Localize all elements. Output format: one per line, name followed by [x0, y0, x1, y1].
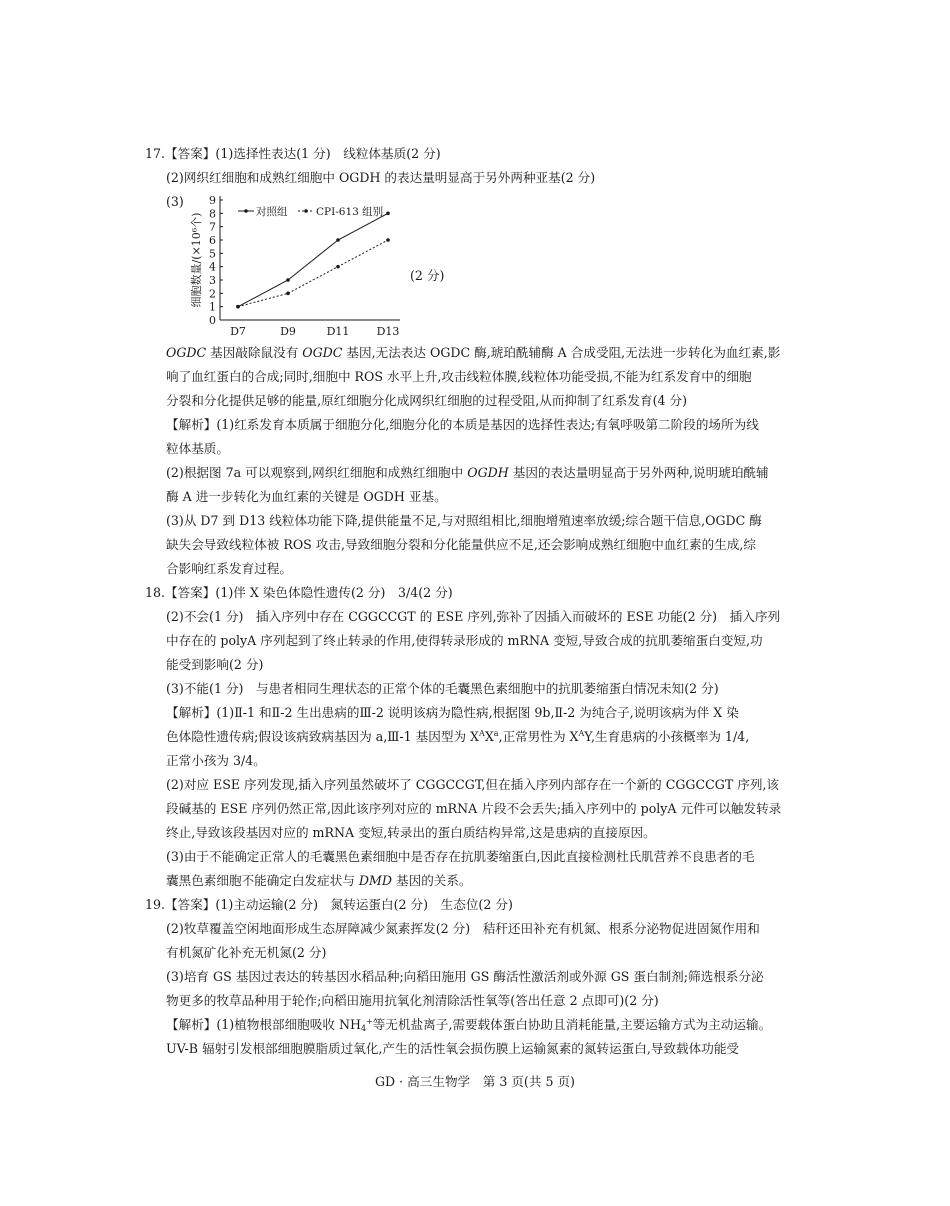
- data-point-cpi613: [386, 238, 390, 242]
- legend-cpi613-marker: [304, 209, 308, 213]
- y-tick-label: 4: [209, 260, 216, 274]
- y-tick-label: 1: [209, 300, 216, 314]
- q18-answer-2a: (2)不会(1 分) 插入序列中存在 CGGCCGT 的 ESE 序列,弥补了因插入而破坏的 ESE 功能(2 分) 插入序列: [166, 609, 781, 624]
- q19-analysis-1a: 【解析】(1)植物根部细胞吸收 $NH_4^+$等无机盐离子,需要载体蛋白协助且消耗能量,主要运输方式为主动运输。: [166, 1017, 772, 1033]
- y-tick-label: 2: [209, 287, 216, 301]
- q17-analysis-3c: 合影响红系发育过程。: [166, 561, 292, 576]
- q18-analysis-1c: 正常小孩为 3/4。: [166, 753, 266, 768]
- y-tick-label: 3: [209, 274, 216, 287]
- q18-answer-3: (3)不能(1 分) 与患者相同生理状态的正常个体的毛囊黑色素细胞中的抗肌萎缩蛋白情况未知(2 分): [166, 681, 719, 696]
- y-tick-label: 9: [209, 194, 216, 207]
- q19-answer-1: 19.【答案】(1)主动运输(2 分) 氮转运蛋白(2 分) 生态位(2 分): [145, 897, 513, 912]
- chart-y-axis-label: 细胞数量/(×10⁶个): [190, 212, 203, 308]
- x-tick-label: D11: [326, 325, 350, 338]
- q17-answer-2: (2)网织红细胞和成熟红细胞中 OGDH 的表达量明显高于另外两种亚基(2 分): [166, 170, 596, 185]
- chart-series: [236, 212, 390, 309]
- q17-analysis-3b: 缺失会导致线粒体被 ROS 攻击,导致细胞分裂和分化能量供应不足,还会影响成熟红细胞中血红素的生成,综: [166, 537, 756, 552]
- q18-answer-2c: 能受到影响(2 分): [166, 657, 264, 672]
- x-tick-label: D9: [280, 325, 296, 338]
- q18-analysis-2b: 段碱基的 ESE 序列仍然正常,因此该序列对应的 mRNA 片段不会丢失;插入序列中的 polyA 元件可以触发转录: [166, 801, 782, 816]
- q17-answer-1: 17.【答案】(1)选择性表达(1 分) 线粒体基质(2 分): [145, 146, 441, 161]
- cell-count-line-chart: [188, 192, 408, 342]
- q17-answer-3-label: (3): [166, 194, 184, 209]
- y-tick-label: 5: [209, 247, 216, 261]
- q18-analysis-2c: 终止,导致该段基因对应的 mRNA 变短,转录出的蛋白质结构异常,这是患病的直接原因。: [166, 825, 656, 840]
- x-tick-label: D13: [376, 325, 400, 338]
- data-point-control: [336, 238, 340, 242]
- data-point-cpi613: [336, 265, 340, 269]
- q17-text-b: 响了血红蛋白的合成;同时,细胞中 ROS 水平上升,攻击线粒体膜,线粒体功能受损,不能为红系发育中的细胞: [166, 369, 752, 384]
- q19-answer-2b: 有机氮矿化补充无机氮(2 分): [166, 945, 327, 960]
- legend-control-label: 对照组: [256, 206, 288, 218]
- chart-x-ticks: [230, 325, 399, 338]
- y-tick-label: 6: [209, 234, 216, 247]
- q17-analysis-2a: (2)根据图 7a 可以观察到,网织红细胞和成熟红细胞中 OGDH 基因的表达量明显高于另外两种,说明琥珀酰辅: [166, 465, 769, 480]
- data-point-control: [386, 212, 390, 216]
- q17-analysis-2b: 酶 A 进一步转化为血红素的关键是 OGDH 亚基。: [166, 489, 447, 504]
- q18-answer-2b: 中存在的 polyA 序列起到了终止转录的作用,使得转录形成的 mRNA 变短,导致合成的抗肌萎缩蛋白变短,功: [166, 633, 763, 648]
- q18-analysis-3b: 囊黑色素细胞不能确定白发症状与 DMD 基因的关系。: [166, 873, 472, 888]
- q18-answer-1: 18.【答案】(1)伴 X 染色体隐性遗传(2 分) 3/4(2 分): [145, 585, 453, 600]
- page-footer: GD · 高三生物学 第 3 页(共 5 页): [375, 1074, 575, 1089]
- chart-y-ticks: [209, 194, 223, 327]
- q18-analysis-1a: 【解析】(1)Ⅱ-1 和Ⅱ-2 生出患病的Ⅲ-2 说明该病为隐性病,根据图 9b,Ⅱ-2 为纯合子,说明该病为伴 X 染: [166, 705, 739, 720]
- q19-answer-2a: (2)牧草覆盖空闲地面形成生态屏障减少氮素挥发(2 分) 秸秆还田补充有机氮、根系分泌物促进固氮作用和: [166, 921, 760, 936]
- q17-analysis-3a: (3)从 D7 到 D13 线粒体功能下降,提供能量不足,与对照组相比,细胞增殖速率放缓;综合题干信息,OGDC 酶: [166, 513, 762, 528]
- chart-legend: [238, 205, 383, 218]
- data-point-control: [286, 278, 290, 282]
- q19-answer-3b: 物更多的牧草品种用于轮作;向稻田施用抗氧化剂清除活性氧等(答出任意 2 点即可)(2 分): [166, 993, 659, 1008]
- legend-control-marker: [244, 209, 248, 213]
- x-tick-label: D7: [230, 325, 246, 338]
- q18-analysis-1b: 色体隐性遗传病;假设该病致病基因为 a,Ⅲ-1 基因型为 $X^AX^a$,正常男性为 $X^AY$,生育患病的小孩概率为 1/4,: [166, 729, 750, 744]
- q18-analysis-2a: (2)对应 ESE 序列发现,插入序列虽然破坏了 CGGCCGT,但在插入序列内部存在一个新的 CGGCCGT 序列,该: [166, 777, 780, 792]
- q17-text-c: 分裂和分化提供足够的能量,原红细胞分化成网织红细胞的过程受阻,从而抑制了红系发育(4 分): [166, 393, 688, 408]
- series-line-control: [238, 213, 388, 306]
- q18-analysis-3a: (3)由于不能确定正常人的毛囊黑色素细胞中是否存在抗肌萎缩蛋白,因此直接检测杜氏肌营养不良患者的毛: [166, 849, 755, 864]
- data-point-cpi613: [236, 305, 240, 309]
- q17-analysis-1a: 【解析】(1)红系发育本质属于细胞分化,细胞分化的本质是基因的选择性表达;有氧呼吸第二阶段的场所为线: [166, 417, 759, 432]
- series-line-cpi613: [238, 240, 388, 307]
- y-tick-label: 7: [209, 220, 216, 234]
- q17-chart-score: (2 分): [410, 268, 445, 283]
- legend-cpi613-label: CPI-613 组别: [316, 206, 384, 218]
- q19-analysis-1b: UV-B 辐射引发根部细胞膜脂质过氧化,产生的活性氧会损伤膜上运输氮素的氮转运蛋白,导致载体功能受: [166, 1041, 740, 1056]
- y-tick-label: 0: [209, 314, 216, 327]
- q17-text-a: OGDC 基因敲除鼠没有 OGDC 基因,无法表达 OGDC 酶,琥珀酰辅酶 A 合成受阻,无法进一步转化为血红素,影: [166, 345, 781, 360]
- q19-answer-3a: (3)培育 GS 基因过表达的转基因水稻品种;向稻田施用 GS 酶活性激活剂或外源 GS 蛋白制剂;筛选根系分泌: [166, 969, 764, 984]
- y-tick-label: 8: [209, 207, 216, 221]
- data-point-cpi613: [286, 292, 290, 296]
- q17-analysis-1b: 粒体基质。: [166, 441, 229, 456]
